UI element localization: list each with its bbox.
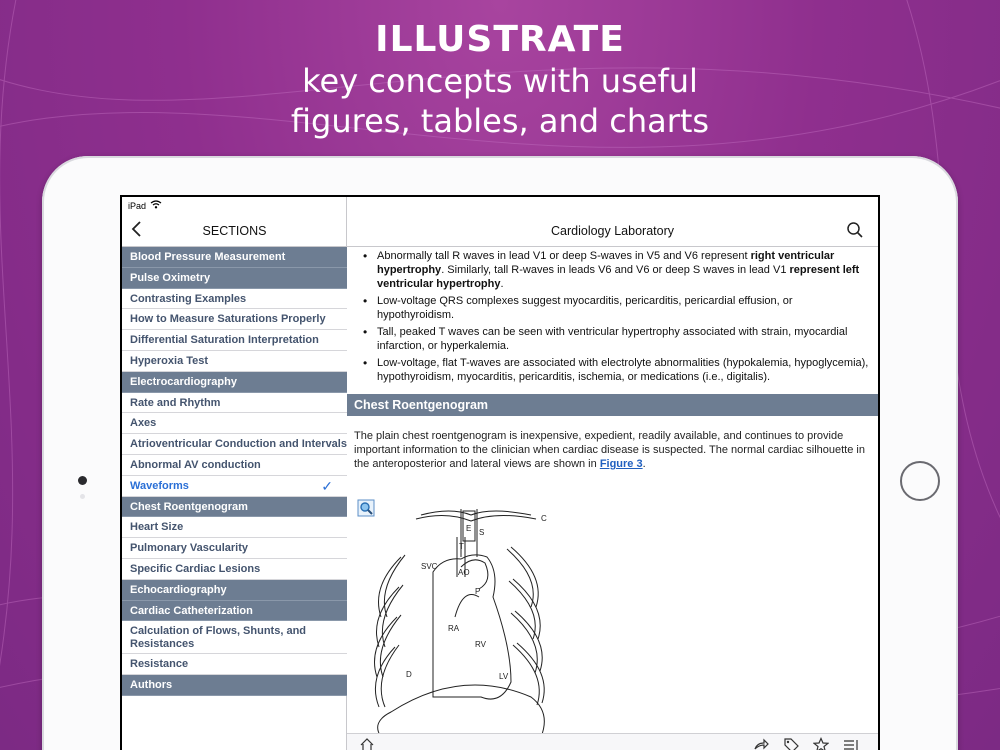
search-button[interactable] [846, 221, 864, 239]
section-item-label: Specific Cardiac Lesions [130, 562, 261, 575]
figure-label: E [466, 524, 472, 533]
sensor-dot [80, 494, 85, 499]
figure-label: T [459, 542, 464, 551]
share-icon[interactable] [753, 737, 769, 750]
section-item-label: Abnormal AV conduction [130, 458, 261, 471]
section-header-item[interactable] [122, 675, 347, 696]
section-item[interactable] [122, 455, 347, 476]
section-item-label: Electrocardiography [130, 375, 237, 388]
home-icon[interactable] [359, 737, 375, 750]
content-title: Cardiology Laboratory [551, 224, 674, 238]
tag-icon[interactable] [783, 737, 799, 750]
chest-xray-figure[interactable] [361, 497, 561, 737]
figure-label: AO [458, 568, 470, 577]
content-pane [347, 197, 878, 750]
bullet-bold: represent left ventricular hypertrophy [377, 264, 860, 290]
zoom-image-icon [357, 499, 375, 517]
figure-label: P [475, 587, 481, 596]
content-header [347, 215, 878, 247]
bullet-text: . Similarly, tall R-waves in leads V6 and V6 or deep S waves in lead V1 [441, 264, 790, 276]
figure-link[interactable]: Figure 3 [599, 458, 643, 470]
section-item-label: Hyperoxia Test [130, 354, 209, 367]
section-item[interactable] [122, 538, 347, 559]
section-item-label: Heart Size [130, 521, 184, 534]
section-item-label: Echocardiography [130, 583, 227, 596]
section-item[interactable] [122, 330, 347, 351]
figure-label: RV [475, 640, 486, 649]
figure-label: C [541, 514, 547, 523]
figure-label: LV [499, 672, 509, 681]
paragraph-text: The plain chest roentgenogram is inexpensive, expedient, readily available, and continues to provide important information to the clinician when cardiac disease is suspected. The normal cardiac silhouette in the anteroposterior and lateral views are shown in [354, 430, 865, 470]
section-item-label: How to Measure Saturations Properly [130, 313, 326, 326]
section-item[interactable] [122, 654, 347, 675]
section-header-item[interactable] [122, 497, 347, 518]
device-screen [120, 195, 880, 750]
list-item [355, 249, 870, 291]
list-icon[interactable] [843, 737, 859, 750]
section-item-label: Pulse Oximetry [130, 271, 211, 284]
bottom-toolbar [347, 733, 878, 750]
section-item-label: Resistance [130, 658, 189, 671]
section-item[interactable] [122, 434, 347, 455]
section-header-item[interactable] [122, 580, 347, 601]
headline-line-2: figures, tables, and charts [290, 102, 710, 140]
bullet-text: . [500, 278, 504, 290]
section-item-label: Atrioventricular Conduction and Intervals [130, 438, 347, 451]
bullet-bold: right ventricular hypertrophy [377, 250, 835, 276]
headline-title: ILLUSTRATE [375, 19, 625, 60]
section-header-item[interactable] [122, 601, 347, 622]
section-item-label: Waveforms [130, 479, 189, 492]
wifi-icon [150, 200, 162, 211]
section-header-item[interactable] [122, 247, 347, 268]
section-item[interactable] [122, 289, 347, 310]
promo-headline [0, 20, 1000, 140]
section-item[interactable] [122, 559, 347, 580]
list-item: • Low-voltage QRS complexes suggest myocarditis, pericarditis, pericardial effusion, or hypothyroidism. [355, 294, 870, 322]
list-item: • Low-voltage, flat T-waves are associated with electrolyte abnormalities (hypokalemia, hypoglycemia), hypothyroidism, myocarditis, pericarditis, ischemia, or medications (i.e., digitalis). [355, 356, 870, 384]
section-item-label: Rate and Rhythm [130, 396, 221, 409]
bullet-text: Abnormally tall R waves in lead V1 or deep S-waves in V5 and V6 represent [377, 250, 751, 262]
figure-label: D [406, 670, 412, 679]
section-item[interactable] [122, 621, 347, 654]
section-item[interactable] [122, 309, 347, 330]
section-item[interactable] [122, 517, 347, 538]
headline-line-1: key concepts with useful [302, 62, 698, 100]
paragraph-end: . [642, 458, 646, 470]
carrier-label: iPad [128, 201, 147, 211]
figure-label: RA [448, 624, 460, 633]
section-header-item[interactable] [122, 372, 347, 393]
section-item-label: Blood Pressure Measurement [130, 251, 286, 263]
checkmark-icon: ✓ [321, 477, 333, 494]
sidebar-header [122, 215, 347, 247]
search-icon [846, 221, 864, 239]
section-item-label: Cardiac Catheterization [130, 604, 253, 617]
section-item[interactable] [122, 476, 347, 497]
section-paragraph [354, 429, 872, 471]
section-item-label: Axes [130, 417, 157, 430]
findings-list [355, 249, 870, 387]
section-heading: Chest Roentgenogram [347, 394, 878, 416]
section-item-label: Contrasting Examples [130, 292, 247, 305]
section-item[interactable] [122, 413, 347, 434]
home-button[interactable] [900, 461, 940, 501]
sections-sidebar [122, 197, 347, 750]
sections-list [122, 247, 347, 696]
section-item[interactable] [122, 351, 347, 372]
figure-label: S [479, 528, 485, 537]
section-header-item[interactable] [122, 268, 347, 289]
list-item: • Tall, peaked T waves can be seen with ventricular hypertrophy associated with strain, myocardial infarction, or hyperkalemia. [355, 325, 870, 353]
figure-label: SVC [421, 562, 438, 571]
section-item-label: Calculation of Flows, Shunts, and Resistances [130, 625, 307, 650]
sidebar-title: SECTIONS [202, 224, 267, 238]
section-item-label: Authors [130, 679, 173, 692]
camera-icon [78, 476, 87, 485]
section-item[interactable] [122, 393, 347, 414]
section-item-label: Differential Saturation Interpretation [130, 334, 319, 347]
star-icon[interactable] [813, 737, 829, 750]
section-item-label: Pulmonary Vascularity [130, 542, 248, 555]
section-item-label: Chest Roentgenogram [130, 500, 248, 513]
zoom-image-button[interactable] [357, 499, 375, 517]
